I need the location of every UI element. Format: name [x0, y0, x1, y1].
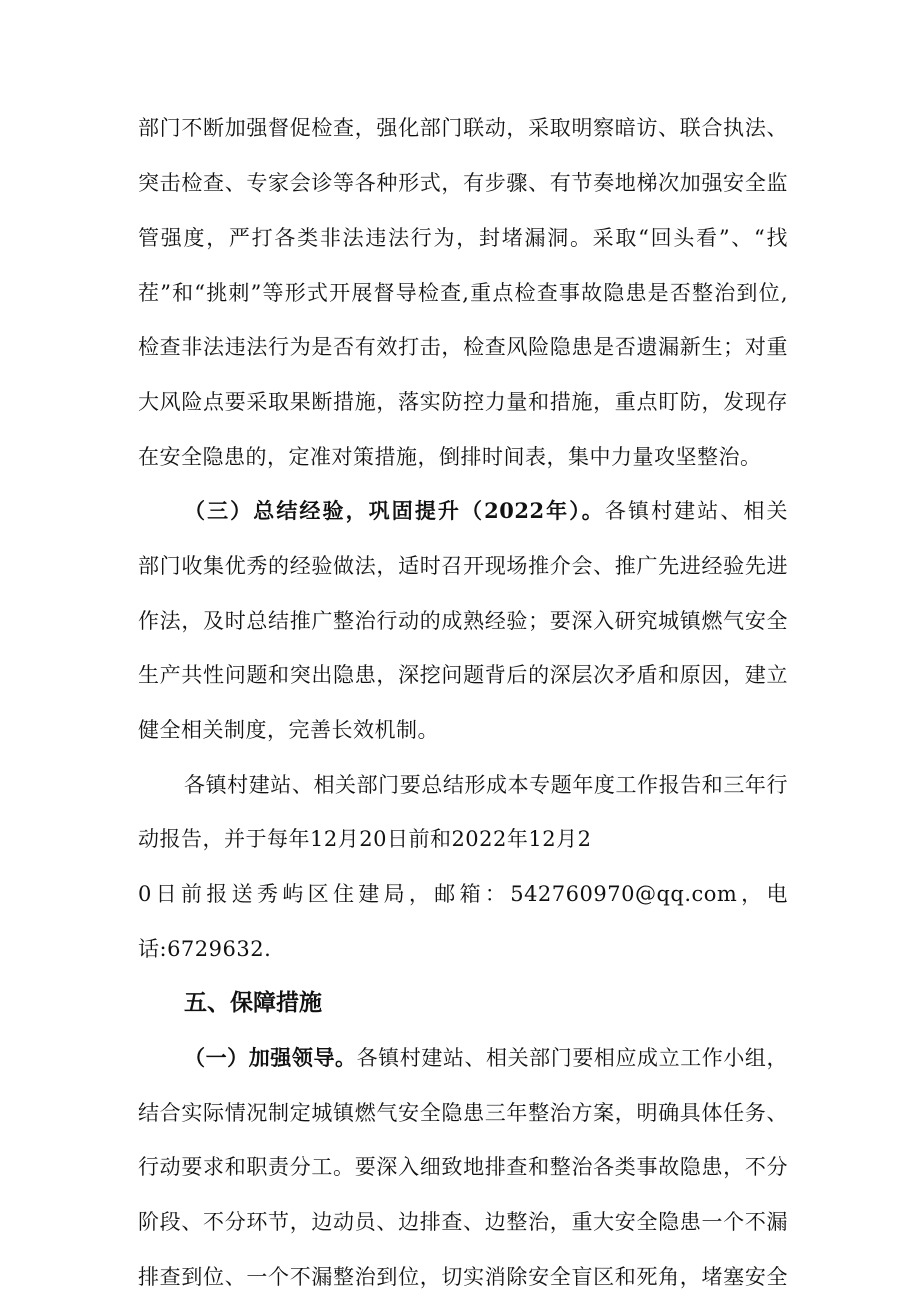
text-line: 话:6729632. — [138, 937, 272, 961]
text-line: 大风险点要采取果断措施，落实防控力量和措施，重点盯防，发现存 — [138, 390, 788, 414]
text-line: 突击检查、专家会诊等各种形式，有步骤、有节奏地梯次加强安全监 — [138, 171, 788, 195]
text-span: 各镇村建站、相关部门要相应成立工作小组， — [356, 1046, 788, 1070]
text-line: 阶段、不分环节，边动员、边排查、边整治，重大安全隐患一个不漏 — [138, 1210, 788, 1234]
text-line: 部门收集优秀的经验做法，适时召开现场推介会、推广先进经验先进 — [138, 554, 788, 578]
section-heading: 五、保障措施 — [184, 990, 322, 1016]
text-line: 生产共性问题和突出隐患，深挖问题背后的深层次矛盾和原因，建立 — [138, 663, 788, 687]
text-span: 各镇村建站、相关 — [604, 499, 789, 523]
text-line: 动报告，并于每年12月20日前和2022年12月2 — [138, 827, 592, 851]
text-line: 茬”和“挑刺”等形式开展督导检查,重点检查事故隐患是否整治到位, — [138, 281, 788, 305]
paragraph-lead: （一）加强领导。 — [184, 1045, 357, 1070]
text-line: 检查非法违法行为是否有效打击，检查风险隐患是否遗漏新生；对重 — [138, 335, 788, 359]
text-line — [184, 1038, 788, 1078]
paragraph-lead: （三）总结经验，巩固提升（2022年）。 — [184, 498, 605, 523]
text-line: 结合实际情况制定城镇燃气安全隐患三年整治方案，明确具体任务、 — [138, 1101, 788, 1125]
text-line: 在安全隐患的，定准对策措施，倒排时间表，集中力量攻坚整治。 — [138, 445, 762, 469]
text-line: 部门不断加强督促检查，强化部门联动，采取明察暗访、联合执法、 — [138, 116, 788, 140]
text-line: 各镇村建站、相关部门要总结形成本专题年度工作报告和三年行 — [184, 773, 788, 797]
text-line: 作法，及时总结推广整治行动的成熟经验；要深入研究城镇燃气安全 — [138, 609, 788, 633]
text-line: 排查到位、一个不漏整治到位，切实消除安全盲区和死角，堵塞安全 — [138, 1265, 788, 1289]
text-line — [184, 491, 788, 531]
text-line: 行动要求和职责分工。要深入细致地排查和整治各类事故隐患，不分 — [138, 1155, 788, 1179]
text-line: 0日前报送秀屿区住建局，邮箱：542760970@qq.com，电 — [138, 882, 788, 906]
text-line: 健全相关制度，完善长效机制。 — [138, 718, 439, 742]
text-line: 管强度，严打各类非法违法行为，封堵漏洞。采取“回头看”、“找 — [138, 226, 788, 250]
